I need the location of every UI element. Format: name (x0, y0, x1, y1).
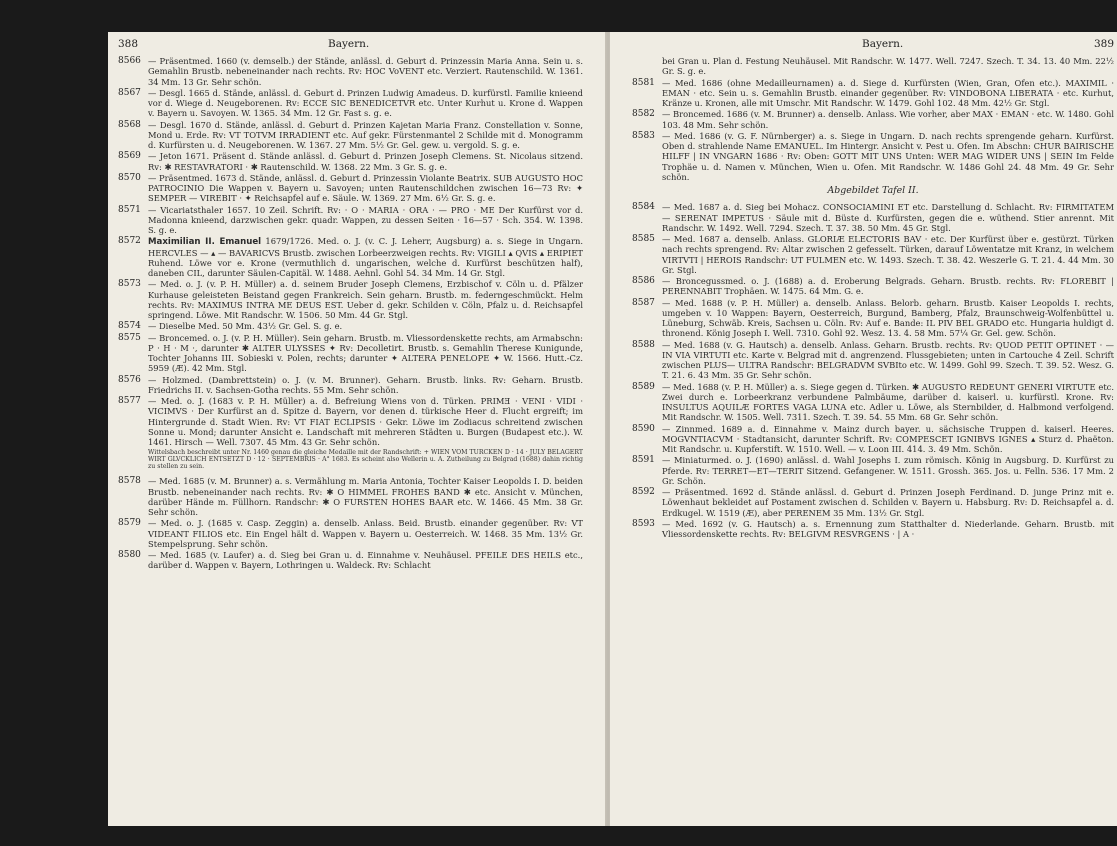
catalog-entry (632, 131, 1114, 182)
catalog-entry (118, 151, 583, 172)
entry-number: 8571 (118, 204, 141, 215)
entry-description: — Dieselbe Med. 50 Mm. 43½ Gr. Gel. S. g. e. (148, 321, 343, 332)
catalog-entry (632, 109, 1114, 130)
catalog-entry (118, 476, 583, 517)
entry-description: — Präsentmed. 1692 d. Stände anlässl. d. Geburt d. Prinzen Joseph Ferdinand. D. junge Prinz mit e. Löwenhaut bekleidet auf Postament zwischen d. Schilden v. Bayern u. Habsburg. Rv: D. Reichsapfel a. d. Erdkugel. W. 1519 (Æ), aber PERENEM 35 Mm. 13½ Gr. Stgl. (662, 487, 1114, 518)
entry-number: 8569 (118, 151, 141, 162)
catalog-entry (118, 173, 583, 204)
catalog-entry (632, 455, 1114, 486)
entry-number: 8567 (118, 87, 141, 98)
entry-description: — Broncemed. 1686 (v. M. Brunner) a. denselb. Anlass. Wie vorher, aber MAX · EMAN · etc. W. 1480. Gohl 103. 48 Mm. Sehr schön. (662, 109, 1114, 130)
entry-number: 8584 (632, 202, 655, 213)
entry-description: — Vicariatsthaler 1657. 10 Zeil. Schrift. Rv: · O · MARIA · ORA · — PRO · ME Der Kurfürst vor d. Madonna knieend, darzwischen gekr. quadr. Wappen, zu dessen Seiten · 16—57 · Sch. 354. W. 1398. S. g. e. (148, 204, 583, 235)
right-entries-b (632, 202, 1114, 539)
entry-description: — Präsentmed. 1660 (v. demselb.) der Stände, anlässl. d. Geburt d. Prinzessin Maria Anna. Sein u. s. Gemahlin Brustb. nebeneinander nach rechts. Rv: HOC VoVENT etc. Verziert. Rautenschild. W. 1361. 34 Mm. 13 Gr. Sehr schön. (148, 56, 583, 87)
entry-text (148, 476, 583, 517)
entry-text (662, 234, 1114, 275)
catalog-entry (118, 120, 583, 151)
catalog-entry (632, 519, 1114, 540)
entry-text (148, 173, 583, 204)
right-page (610, 32, 1117, 826)
entry-text (148, 333, 583, 374)
entry-number: 8589 (632, 381, 655, 392)
continuation-text: bei Gran u. Plan d. Festung Neuhäusel. Mit Randschr. W. 1477. Well. 7247. Szech. T. 34. 13. 40 Mm. 22½ Gr. S. g. e. (662, 56, 1114, 77)
entry-description: — Präsentmed. 1673 d. Stände, anlässl. d. Geburt d. Prinzessin Violante Beatrix. SUB AUGUSTO HOC PATROCINIO Die Wappen v. Bayern u. Savoyen; unten Rautenschildchen zwischen 16—73 Rv: ✦ SEMPER — VIREBIT · ✦ Reichsapfel auf e. Säule. W. 1369. 27 Mm. 6½ Gr. S. g. e. (148, 172, 583, 204)
entry-number: 8570 (118, 172, 141, 183)
catalog-entry (632, 276, 1114, 297)
catalog-entry (632, 487, 1114, 518)
entry-number: 8566 (118, 56, 141, 66)
entry-description: — Med. o. J. (1683 v. P. H. Müller) a. d. Befreiung Wiens von d. Türken. PRIMƎ · VENI · VIDI · VICIMVS · Der Kurfürst an d. Spitze d. Bayern, vor denen d. türkische Heer d. Flucht ergreift; im Hintergrunde d. Stadt Wien. Rv: VT FIAT ECLIPSIS · Gekr. Löwe im Zodiacus schreitend zwischen Sonne u. Mond; darunter Ansicht e. Landschaft mit mehreren Städten u. Burgen (Budapest etc.). W. 1461. Hirsch — Well. 7307. 45 Mm. 43 Gr. Sehr schön. (148, 396, 583, 447)
entry-number: 8590 (632, 423, 655, 434)
entry-number: 8585 (632, 234, 655, 244)
entry-number: 8582 (632, 109, 655, 120)
entry-text (148, 396, 583, 447)
entry-text (148, 518, 583, 549)
catalog-entry (632, 202, 1114, 233)
entry-number: 8575 (118, 332, 141, 343)
entry-description: — Desgl. 1670 d. Stände, anlässl. d. Geburt d. Prinzen Kajetan Maria Franz. Constellation v. Sonne, Mond u. Erde. Rv: VT TOTVM IRRADIENT etc. Auf gekr. Fürstenmantel 2 Schilde mit d. Monogramm d. Kurfürsten u. d. Neugeborenen. W. 1367. 27 Mm. 5½ Gr. Gel. gew. u. vergold. S. g. e. (148, 119, 583, 150)
ruler-name: Maximilian II. Emanuel (148, 237, 262, 248)
catalog-entry (632, 78, 1114, 109)
left-entry-list (118, 56, 583, 572)
entry-text (148, 88, 583, 119)
entry-text (662, 298, 1114, 339)
entry-number: 8579 (118, 518, 141, 529)
entry-description: — Desgl. 1665 d. Stände, anlässl. d. Geburt d. Prinzen Ludwig Amadeus. D. kurfürstl. Familie knieend vor d. Wiege d. Neugeborenen. Rv: ECCE SIC BENEDICETVR etc. Unter Kurhut u. Krone d. Wappen v. Bayern u. Savoyen. W. 1365. 34 Mm. 12 Gr. Fast s. g. e. (148, 87, 583, 119)
entry-text (662, 276, 1114, 297)
entry-number: 8587 (632, 297, 655, 308)
catalog-entry (118, 375, 583, 396)
entry-description: — Med. 1688 (v. P. H. Müller) a. denselb. Anlass. Belorb. geharn. Brustb. Kaiser Leopolds I. rechts, umgeben v. 10 Wappen: Bayern, Oesterreich, Burgund, Bamberg, Pfalz, Braunschweig-Wolfenbüttel u. Lüneburg, Schwäb. Kreis, Sachsen u. Cöln. Rv: Auf e. Bande: IL PIV BEL GRADO etc. Hungaria huldigt d. thronend. König Joseph I. Well. 7310. Gohl 92. Wesz. 13. 4. 58 Mm. 57¼ Gr. Gel. gew. Schön. (662, 297, 1114, 339)
catalog-entry (118, 321, 583, 331)
entry-description: — Med. 1692 (v. G. Hautsch) a. s. Ernennung zum Statthalter d. Niederlande. Geharn. Brustb. mit Vliessordenskette rechts. Rv: BELGIVM RESVRGENS · | A · (662, 518, 1114, 539)
entry-text (662, 519, 1114, 540)
entry-text (662, 109, 1114, 130)
entry-number: 8577 (118, 396, 141, 406)
entry-number: 8573 (118, 279, 141, 290)
catalog-entry (118, 205, 583, 236)
catalog-entry (118, 279, 583, 320)
catalog-entry (118, 88, 583, 119)
entry-text (148, 550, 583, 571)
catalog-entry (118, 518, 583, 549)
entry-description: — Med. 1686 (ohne Medailleurnamen) a. d. Siege d. Kurfürsten (Wien, Gran, Ofen etc.). MAXIMIL · EMAN · etc. Sein u. s. Gemahlin Brustb. einander gegenüber. Rv: VINDOBONA LIBERATA · etc. Kurhut, Kränze u. Kronen, alle mit Umschr. Mit Randschr. W. 1479. Gohl 102. 48 Mm. 42½ Gr. Stgl. (662, 77, 1114, 108)
entry-text (148, 279, 583, 320)
entry-number: 8586 (632, 276, 655, 286)
catalog-entry (632, 298, 1114, 339)
entry-text (662, 455, 1114, 486)
plate-caption: Abgebildet Tafel II. (827, 185, 919, 196)
entry-description: — Jeton 1671. Präsent d. Stände anlässl. d. Geburt d. Prinzen Joseph Clemens. St. Nicolaus sitzend. Rv: ✱ RESTAVRATORI · ✱ Rautenschild. W. 1368. 22 Mm. 3 Gr. S. g. e. (148, 151, 583, 172)
entry-description: — Med. 1686 (v. G. F. Nürnberger) a. s. Siege in Ungarn. D. nach rechts sprengende geharn. Kurfürst. Oben d. strahlende Name EMANUEL. Im Hintergr. Ansicht v. Pest u. Ofen. Im Abschn: CHUR BAIRISCHE HILFF | IN VNGARN 1686 · Rv: Oben: GOTT MIT UNS Unten: WER MAG WIDER UNS | SEIN Im Felde Trophäe u. d. Namen v. München, Wien u. Ofen. Mit Randschr. W. 1486 Gohl 24. 48 Mm. 49 Gr. Sehr schön. (662, 130, 1114, 182)
entry-number: 8588 (632, 339, 655, 350)
entry-description: — Med. o. J. (v. P. H. Müller) a. d. seinem Bruder Joseph Clemens, Erzbischof v. Cöln u. d. Pfälzer Kurhause geleisteten Beistand gegen Frankreich. Sein geharn. Brustb. m. federngeschmückt. Helm rechts. Rv: MAXIMUS INTRA ME DEUS EST. Ueber d. gekr. Schilden v. Cöln, Pfalz u. d. Reichsapfel springend. Löwe. Mit Randschr. W. 1506. 50 Mm. 44 Gr. Stgl. (148, 279, 583, 320)
book-spread (38, 10, 1114, 828)
entry-text (662, 202, 1114, 233)
page-number-left: 388 (118, 38, 139, 50)
entry-text (662, 487, 1114, 518)
entry-description: — Med. 1688 (v. P. H. Müller) a. s. Siege gegen d. Türken. ✱ AUGUSTO REDEUNT GENERI VIRTUTE etc. Zwei durch e. Lorbeerkranz verbundene Palmbäume, darüber d. kaiserl. u. kurfürstl. Krone. Rv: INSULTUS AQUILÆ FORTES VAGA LUNA etc. Adler u. Löwe, als Sternbilder, d. Halbmond verfolgend. Mit Randschr. W. 1505. Well. 7311. Szech. T. 39. 54. 55 Mm. 68 Gr. Sehr schön. (662, 381, 1114, 423)
entry-description: — Med. 1685 (v. M. Brunner) a. s. Vermählung m. Maria Antonia, Tochter Kaiser Leopolds I. D. beiden Brustb. nebeneinander nach rechts. Rv: ✱ O HIMMEL FROHES BAND ✱ etc. Ansicht v. München, darüber Hände m. Füllhorn. Randschr: ✱ O FURSTEN HOHES BAAR etc. W. 1466. 45 Mm. 38 Gr. Sehr schön. (148, 476, 583, 517)
entry-text (148, 56, 583, 87)
entry-number: 8593 (632, 518, 655, 529)
entry-description: — Med. 1685 (v. Laufer) a. d. Sieg bei Gran u. d. Einnahme v. Neuhäusel. PFEILE DES HEILS etc., darüber d. Wappen v. Bayern, Lothringen u. Waldeck. Rv: Schlacht (148, 550, 583, 571)
right-entries-a (632, 78, 1114, 183)
catalog-entry (118, 396, 583, 447)
page-number-right: 389 (1093, 38, 1114, 50)
entry-number: 8578 (118, 476, 141, 487)
entry-description: — Med. 1687 a. d. Sieg bei Mohacz. CONSOCIAMINI ET etc. Darstellung d. Schlacht. Rv: FIRMITATEM — SERENAT IMPETUS · Säule mit d. Büste d. Kurfürsten, gegen die e. wüthend. Stier anrennt. Mit Randschr. W. 1492. Well. 7294. Szech. T. 37. 38. 50 Mm. 45 Gr. Stgl. (662, 202, 1114, 233)
running-head-right: Bayern. (862, 38, 904, 50)
footnote: Wittelsbach beschreibt unter Nr. 1460 genau die gleiche Medaille mit der Randschrift: + WIEN VOM TURCKEN D · 14 · JULY BELAGERT WIRT GLVCKLICH ENTSETZT D · 12 · SEPTEMBRIS · A° 1683. Es scheint also Wellerin u. A. Zutheilung zu Belgrad (1688) dahin richtig zu stellen zu sein. (148, 449, 583, 471)
entry-number: 8568 (118, 119, 141, 130)
entry-description: — Med. 1687 a. denselb. Anlass. GLORIÆ ELECTORIS BAV · etc. Der Kurfürst über e. gestürzt. Türken nach rechts sprengend. Rv: Altar zwischen 2 gefesselt. Türken, darauf Löwentatze mit Kranz, in welchem VIRTVTI | HEROIS Randschr: UT FULMEN etc. W. 1493. Szech. T. 38. 42. Weszerle G. T. 21. 4. 44 Mm. 30 Gr. Stgl. (662, 234, 1114, 275)
entry-text (148, 151, 583, 172)
entry-text (148, 375, 583, 396)
entry-number: 8583 (632, 130, 655, 141)
entry-text (662, 424, 1114, 455)
catalog-entry (118, 236, 583, 278)
catalog-entry (632, 340, 1114, 381)
catalog-entry (118, 56, 583, 87)
catalog-entry (118, 333, 583, 374)
entry-description: 1679/1726. Med. o. J. (v. C. J. Leherr, Augsburg) a. s. Siege in Ungarn. HERCVLES — ▴ — BAVARICVS Brustb. zwischen Lorbeerzweigen rechts. Rv: VIGILI ▴ QVIS ▴ ERIPIET Ruhend. Löwe vor e. Krone (vermuthlich d. ungarischen, welche d. Kurfürst beschützen half), daneben CIL, darunter Säulen-Capitäl. W. 1488. Aehnl. Gohl 54. 34 Mm. 14 Gr. Stgl. (148, 236, 584, 278)
catalog-entry (632, 424, 1114, 455)
entry-description: — Holzmed. (Dambrettstein) o. J. (v. M. Brunner). Geharn. Brustb. links. Rv: Geharn. Brustb. Friedrichs II. v. Sachsen-Gotha rechts. 55 Mm. Sehr schön. (148, 374, 583, 395)
entry-description: — Miniaturmed. o. J. (1690) anlässl. d. Wahl Josephs I. zum römisch. König in Augsburg. D. Kurfürst zu Pferde. Rv: TERRET—ET—TERIT Sitzend. Gefangener. W. 1511. Grossh. 365. Jos. u. Felln. 536. 17 Mm. 2 Gr. Schön. (662, 455, 1114, 486)
entry-text (148, 321, 583, 331)
entry-text (662, 382, 1114, 423)
entry-description: — Broncemed. o. J. (v. P. H. Müller). Sein geharn. Brustb. m. Vliessordenskette rechts, am Armabschn: P · H · M ·, darunter ✱ ALTER ULYSSES ✦ Rv: Decolletirt. Brustb. s. Gemahlin Therese Kunigunde, Tochter Johanns III. Sobieski v. Polen, rechts; darunter ✦ ALTERA PENELOPE ✦ W. 1566. Hutt.-Cz. 5959 (Æ). 42 Mm. Stgl. (148, 332, 583, 374)
running-head-left: Bayern. (328, 38, 370, 50)
catalog-entry (632, 382, 1114, 423)
entry-number: 8572 (118, 236, 141, 247)
entry-text (662, 78, 1114, 109)
catalog-entry (118, 550, 583, 571)
entry-number: 8580 (118, 550, 141, 560)
entry-number: 8574 (118, 321, 141, 332)
entry-number: 8581 (632, 77, 655, 88)
entry-description: — Med. 1688 (v. G. Hautsch) a. denselb. Anlass. Geharn. Brustb. rechts. Rv: QUOD PETIT OPTINET · — IN VIA VIRTUTI etc. Karte v. Belgrad mit d. angrenzend. Flussgebieten; unten in Cartouche 4 Zeil. Schrift zwischen PLUS— ULTRA Randschr: BELGRADVM SVBIto etc. W. 1499. Gohl 99. Szech. T. 39. 52. Wesz. G. T. 21. 6. 43 Mm. 35 Gr. Sehr schön. (662, 339, 1114, 381)
catalog-entry (632, 234, 1114, 275)
entry-description: — Zinnmed. 1689 a. d. Einnahme v. Mainz durch bayer. u. sächsische Truppen d. kaiserl. Heeres. MOGVNTIACVM · Stadtansicht, darunter Schrift. Rv: COMPESCET IGNIBVS IGNES ▴ Sturz d. Phaëton. Mit Randschr. u. Kupferstift. W. 1510. Well. — v. Loon III. 414. 3. 49 Mm. Schön. (662, 423, 1114, 454)
left-page (108, 32, 605, 826)
entry-description: — Med. o. J. (1685 v. Casp. Zeggin) a. denselb. Anlass. Beid. Brustb. einander gegenüber. Rv: VT VIDEANT FILIOS etc. Ein Engel hält d. Wappen v. Bayern u. Oesterreich. W. 1468. 35 Mm. 13½ Gr. Stempelsprung. Sehr schön. (148, 518, 583, 549)
entry-description: — Broncegussmed. o. J. (1688) a. d. Eroberung Belgrads. Geharn. Brustb. rechts. Rv: FLOREBIT | PERENNABIT Trophäen. W. 1475. 64 Mm. G. e. (662, 276, 1114, 297)
entry-number: 8592 (632, 487, 655, 497)
entry-number: 8591 (632, 455, 655, 466)
entry-text (662, 340, 1114, 381)
entry-text (662, 131, 1114, 182)
entry-text (148, 236, 583, 278)
right-entry-list (632, 56, 1114, 540)
entry-number: 8576 (118, 374, 141, 385)
entry-text (148, 120, 583, 151)
entry-text (148, 205, 583, 236)
